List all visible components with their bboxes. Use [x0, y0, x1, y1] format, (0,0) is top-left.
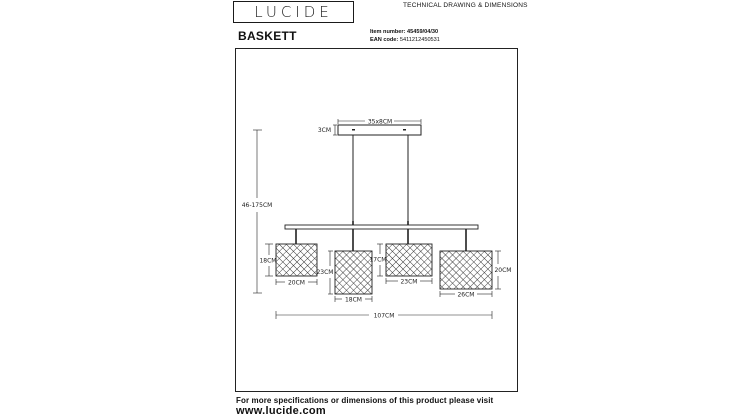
- ean-label: EAN code:: [370, 37, 399, 43]
- shade3-width-dimension: 23CM: [400, 278, 418, 286]
- canopy-screw: [403, 129, 406, 131]
- shade2-width-dimension: 18CM: [344, 296, 363, 304]
- lamp-shade-3: [386, 244, 432, 276]
- shade1-width-dimension: 20CM: [287, 279, 306, 287]
- shade1-height-dimension: 18CM: [259, 257, 277, 265]
- shade4-height-dimension: 20CM: [494, 267, 512, 274]
- item-number-label: Item number:: [370, 29, 406, 35]
- canopy-screw: [352, 129, 355, 131]
- footer-website-link[interactable]: www.lucide.com: [236, 405, 326, 417]
- document-type: TECHNICAL DRAWING & DIMENSIONS: [403, 2, 528, 9]
- item-number: 45459/04/30: [407, 29, 439, 35]
- total-height-dimension: 46-175CM: [241, 202, 273, 209]
- canopy-height-dimension: 3CM: [317, 127, 331, 134]
- canopy: [338, 125, 421, 135]
- lamp-shade-4: [440, 251, 492, 289]
- lamp-bar: [285, 225, 478, 229]
- logo-text: LUCIDE: [254, 3, 333, 21]
- shade2-height-dimension: 23CM: [316, 269, 334, 276]
- total-width-dimension: 107CM: [373, 312, 395, 320]
- product-name: BASKETT: [238, 29, 297, 43]
- canopy-dimension: 35x8CM: [367, 118, 393, 126]
- lamp-shade-2: [335, 251, 372, 294]
- footer-specs-text: For more specifications or dimensions of this product please visit: [236, 396, 494, 405]
- shade3-height-dimension: 17CM: [369, 256, 387, 264]
- ean-code: 5411212450531: [399, 37, 440, 43]
- shade4-width-dimension: 26CM: [457, 291, 475, 299]
- lamp-shade-1: [276, 244, 317, 276]
